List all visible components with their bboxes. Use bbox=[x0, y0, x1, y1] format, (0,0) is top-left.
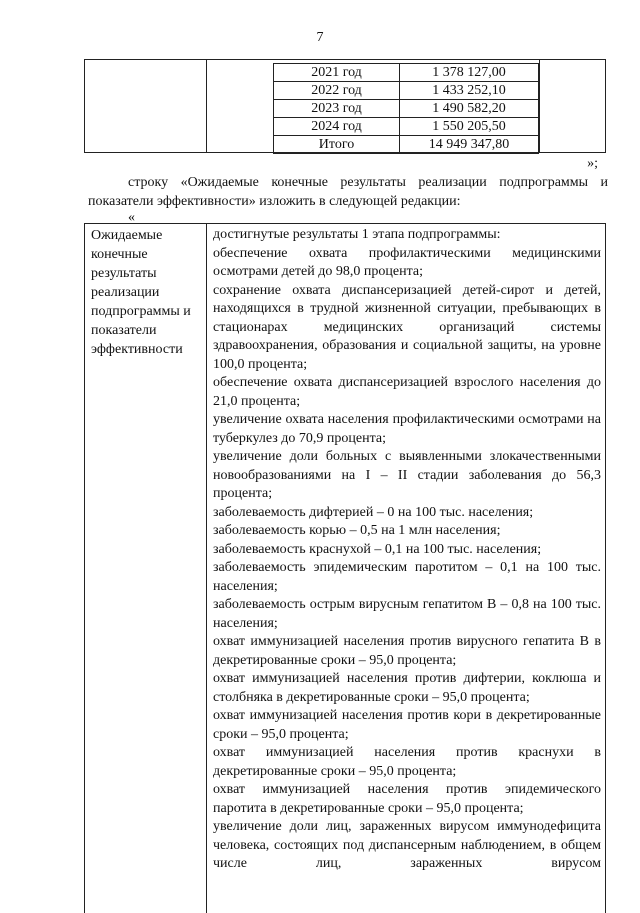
closing-quote: »; bbox=[587, 156, 598, 171]
list-item: заболеваемость дифтерией – 0 на 100 тыс. населения; bbox=[213, 504, 534, 520]
amount-cell: 1 490 582,20 bbox=[400, 100, 539, 118]
year-cell: 2024 год bbox=[274, 118, 400, 136]
finance-table bbox=[273, 63, 539, 154]
list-item: сохранение охвата диспансеризацией детей-сирот и детей, находящихся в трудной жизненной ситуации, пребывающих в стационарах медицинских организаций системы здравоохранения, образования и социальной защиты, на уровне 100,0 процента; bbox=[213, 282, 601, 372]
list-item: охват иммунизацией населения против дифтерии, коклюша и столбняка в декретированные сроки – 95,0 процента; bbox=[213, 671, 601, 705]
list-item: заболеваемость эпидемическим паротитом – 0,1 на 100 тыс. населения; bbox=[213, 560, 601, 594]
table-row bbox=[274, 82, 539, 100]
table-row bbox=[274, 118, 539, 136]
table-row bbox=[274, 64, 539, 82]
list-item: заболеваемость острым вирусным гепатитом B – 0,8 на 100 тыс. населения; bbox=[213, 597, 601, 631]
amount-cell: 1 550 205,50 bbox=[400, 118, 539, 136]
list-item: обеспечение охвата диспансеризацией взрослого населения до 21,0 процента; bbox=[213, 375, 601, 409]
row-label-line: подпрограммы и bbox=[91, 304, 191, 319]
total-amount-cell: 14 949 347,80 bbox=[400, 136, 539, 154]
results-table bbox=[84, 223, 606, 913]
row-label-line: реализации bbox=[91, 285, 160, 300]
row-label-line: эффективности bbox=[91, 342, 183, 357]
row-label-line: конечные bbox=[91, 247, 148, 262]
row-label-line: результаты bbox=[91, 266, 157, 281]
results-list bbox=[213, 226, 601, 874]
amount-cell: 1 433 252,10 bbox=[400, 82, 539, 100]
column-divider bbox=[539, 60, 540, 152]
list-item: заболеваемость краснухой – 0,1 на 100 тыс. населения; bbox=[213, 541, 542, 557]
list-item: достигнутые результаты 1 этапа подпрограммы: bbox=[213, 227, 501, 242]
column-divider bbox=[206, 60, 207, 152]
list-item: охват иммунизацией населения против эпидемического паротита в декретированные сроки – 95,0 процента; bbox=[213, 782, 601, 816]
list-item: заболеваемость корью – 0,5 на 1 млн населения; bbox=[213, 523, 501, 538]
list-item: увеличение доли лиц, зараженных вирусом иммунодефицита человека, состоящих под диспансерным наблюдением, в общем числе лиц, зараженных вирусом bbox=[213, 819, 601, 871]
column-divider bbox=[206, 224, 207, 913]
opening-quote: « bbox=[128, 210, 135, 225]
list-item: охват иммунизацией населения против краснухи в декретированные сроки – 95,0 процента; bbox=[213, 745, 601, 779]
year-cell: 2021 год bbox=[274, 64, 400, 82]
year-cell: 2023 год bbox=[274, 100, 400, 118]
instruction-text: строку «Ожидаемые конечные результаты реализации подпрограммы и показатели эффективности» изложить в следующей редакции: bbox=[88, 175, 608, 209]
amount-cell: 1 378 127,00 bbox=[400, 64, 539, 82]
row-label-line: показатели bbox=[91, 323, 157, 338]
list-item: охват иммунизацией населения против вирусного гепатита B в декретированные сроки – 95,0 процента; bbox=[213, 634, 601, 668]
list-item: обеспечение охвата профилактическими медицинскими осмотрами детей до 98,0 процента; bbox=[213, 245, 601, 279]
list-item: охват иммунизацией населения против кори в декретированные сроки – 95,0 процента; bbox=[213, 708, 601, 742]
year-cell: 2022 год bbox=[274, 82, 400, 100]
page-number: 7 bbox=[316, 30, 324, 45]
instruction-paragraph bbox=[88, 173, 608, 211]
list-item: увеличение охвата населения профилактическими осмотрами на туберкулез до 70,9 процента; bbox=[213, 412, 601, 446]
table-row bbox=[274, 100, 539, 118]
list-item: увеличение доли больных с выявленными злокачественными новообразованиями на I – II стадии заболевания до 56,3 процента; bbox=[213, 449, 601, 501]
table-row bbox=[274, 136, 539, 154]
row-label bbox=[91, 226, 203, 359]
row-label-line: Ожидаемые bbox=[91, 228, 163, 243]
total-label-cell: Итого bbox=[274, 136, 400, 154]
